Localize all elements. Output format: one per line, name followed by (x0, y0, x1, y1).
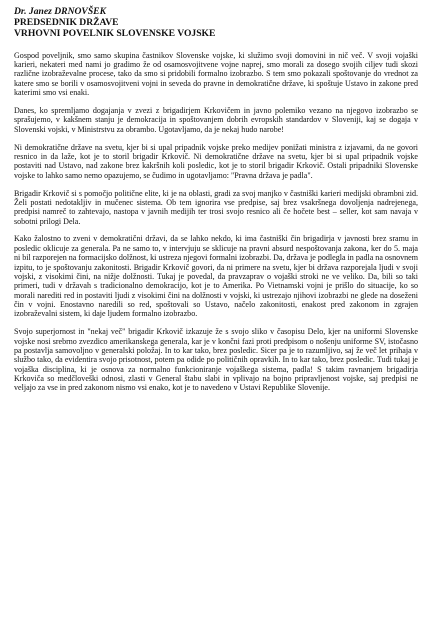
sender-name: Dr. Janez DRNOVŠEK (14, 6, 106, 17)
paragraph-2: Danes, ko spremljamo dogajanja v zvezi z brigadirjem Krkovičem in javno polemiko vezano na njegovo izobrazbo se sprašujemo, v kakšnem stanju je demokracija in spoštovanjem dobrih evropskih standardov v Sloveniji, kaj se dogaja v Slovenski vojski, v Ministrstvu za obrambo. Ugotavljamo, da je nekaj hudo narobe! (14, 105, 418, 134)
sender-subtitle: VRHOVNI POVELNIK SLOVENSKE VOJSKE (14, 28, 216, 40)
paragraph-6: Svojo superjornost in "nekaj več" brigadir Krkovič izkazuje že s svojo sliko v časopisu Delo, kjer na uniformi Slovenske vojske nosi srebrno zvezdico amerikanskega generala, kar je v končni fazi proti predpisom o nošenju uniforme SV, istočasno pa postavlja samovoljno v generalski položaj. In to kar tako, brez posledic. Sicer pa je to razumljivo, saj že več let prihaja v službo tako, da evidentira svojo prisotnost, potem pa odide po političnih opravkih. In to kar tako, brez posledic. Tudi tukaj je vojaška disciplina, ki je osnova za normalno funkcioniranje vojaškega sistema, padla! S takim ravnanjem brigadirja Krkoviča so medčloveški odnosi, zlasti v General štabu slabi in vplivajo na bojno pripravljenost vojske, saj predpisi ne veljajo za vse in pred zakonom nismo vsi enako, kot je to navedeno v Ustavi Republike Slovenije. (14, 327, 418, 393)
paragraph-1: Gospod poveljnik, smo samo skupina častnikov Slovenske vojske, ki služimo svoji domovini in nič več. V svoji vojaški karieri, nekateri med nami jo gradimo že od osamosvojitvene vojne naprej, smo morali za dosego svojih ciljev tudi skozi različne izobraževalne procese, tako da smo si pridobili formalno izobrazbo. S tem smo pokazali spoštovanje do vrednot za katere smo se borili v osamosvojitveni vojni in seveda do pravne in demokratične države, ki spoštuje Ustavo in zakone pred katerimi smo vsi enaki. (14, 50, 418, 97)
paragraph-3: Ni demokratične države na svetu, kjer bi si upal pripadnik vojske preko medijev ponižati ministra z izjavami, da ne govori resnico in da laže, kot je to storil brigadir Krkovič. Ni demokratične države na svetu, kjer bi si upal pripadnik vojske postaviti nad Ustavo, nad zakone brez kakršnih koli posledic, kot je to storil brigadir Krkovič. Ostali pripadniki Slovenske vojske to lahko samo nemo opazujemo, se čudimo in ugotavljamo: "Pravna država je padla". (14, 142, 418, 180)
paragraph-4: Brigadir Krkovič si s pomočjo politične elite, ki je na oblasti, gradi za svoj manjko v častniški karieri medijski obrambni zid. Želi postati nedotakljiv in mučenec sistema. Ob tem ignorira vse predpise, saj brez vsakršnega dovoljenja nadrejenega, predpisi namreč to zahtevajo, nastopa v javnih medijih ter trosi svojo resnico ali če hočete best – seller, kot sam navaja v sobotni prilogi Dela. (14, 188, 418, 226)
paragraph-5: Kako žalostno to zveni v demokratični državi, da se lahko nekdo, ki ima častniški čin brigadirja v javnosti brez sramu in posledic oklicuje za generala. Pa ne samo to, v intervjuju se sklicuje na pravni absurd nespoštovanja zakona, ker do 5. maja ni bil razporejen na formacijsko dolžnost, ki ustreza njegovi formalni izobrazbi. Da, država je podlegla in padla na osnovnem izpitu, to je spoštovanju zakonitosti. Brigadir Krkovič govori, da ni primere na svetu, kjer bi država razporejala ljudi v svoji vojski, z visokimi čini, na nižje dolžnosti. Tukaj je povedal, da pravzaprav o vojaški stroki ne ve veliko. Da, bili so taki primeri, tudi v državah s tradicionalno demokracijo, kot je to Amerika. Po Vietnamski vojni je prišlo do situacije, ko so morali narediti red in postaviti ljudi z visokimi čini na dolžnosti v vojski, ki ustrezajo njihovi izobrazbi ne glede na doseženi čin v vojni. Enostavno naredili so red, spoštovali so Ustavo, načelo zakonitosti, enakost pred zakonom in zgrajen izobraževalni sistem, ki daje ljudem formalno izobrazbo. (14, 234, 418, 319)
letter-header (14, 6, 418, 40)
sender-title: PREDSEDNIK DRŽAVE (14, 17, 119, 29)
